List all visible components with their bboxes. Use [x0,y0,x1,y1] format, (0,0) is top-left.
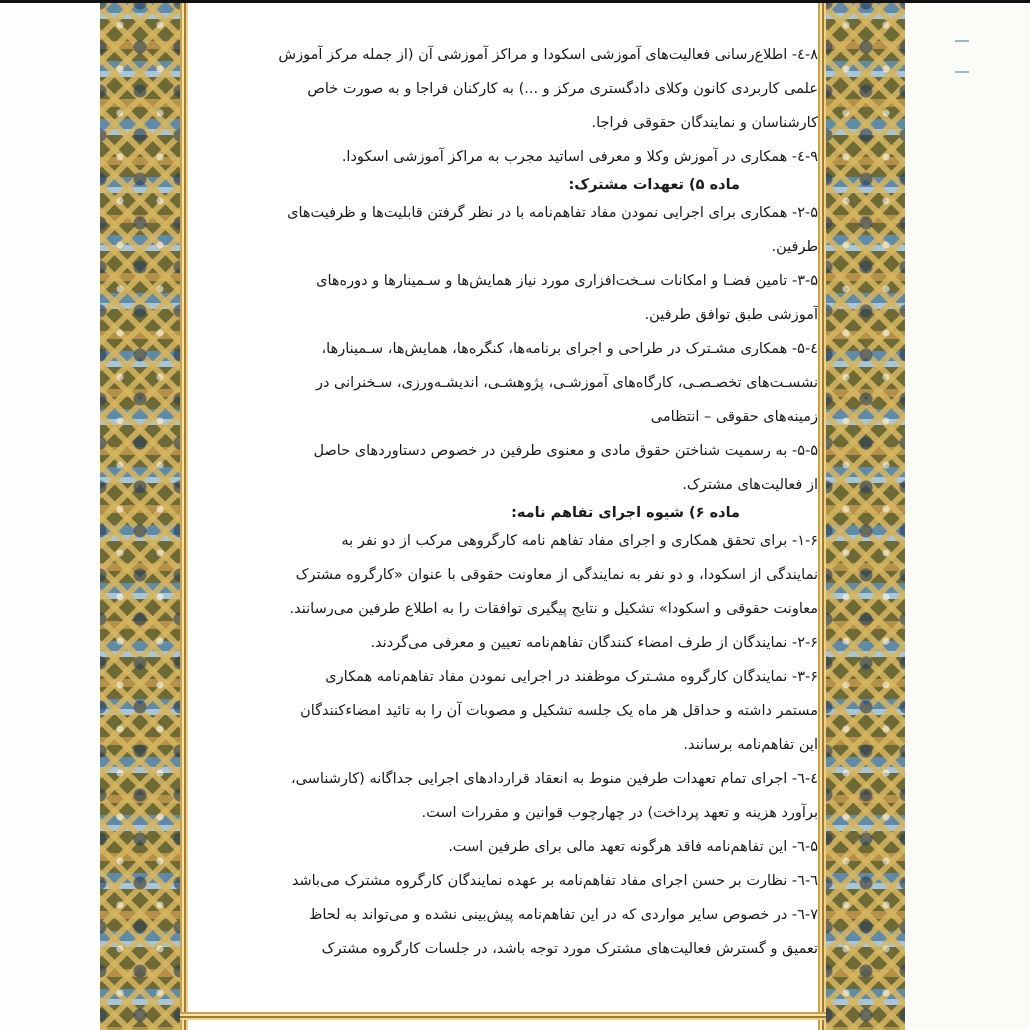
ornamental-border-right [826,3,906,1030]
gold-frame-left [180,3,188,1030]
section-heading: ماده ۶) شیوه اجرای تفاهم نامه: [511,505,740,521]
right-margin [905,3,1030,1030]
text-line: ۱-۶- برای تحقق همکاری و اجرای مفاد تفاهم نامه کارگروهی مرکب از دو نفر به [341,533,818,549]
text-line: ٤-٦- اجرای تمام تعهدات طرفین منوط به انعقاد قراردادهای اجرایی جداگانه (کارشناسی، [291,771,818,787]
text-line: مستمر داشته و حداقل هر ماه یک جلسه تشکیل و مصوبات آن را به تائید امضاءکنندگان [300,703,818,719]
text-line: تعمیق و گسترش فعالیت‌های مشترک مورد توجه باشد، در جلسات کارگروه مشترک [321,941,818,957]
gold-frame-bottom [180,1012,826,1020]
gold-frame-right [818,3,826,1030]
text-line: علمی کاربردی کانون وکلای دادگستری مرکز و ...) به کارکنان فراجا و به صورت خاص [307,81,818,97]
ornamental-border-left [100,3,180,1030]
text-line: ۷-٦- در خصوص سایر مواردی که در این تفاهم‌نامه پیش‌بینی نشده و می‌تواند به لحاظ [308,907,818,923]
margin-mark [955,71,969,73]
text-line: ۹-٤- همکاری در آموزش وکلا و معرفی اساتید مجرب به مراکز آموزشی اسکودا. [341,149,818,165]
section-heading: ماده ۵) تعهدات مشترک: [568,177,740,193]
text-line: ۲-۵- همکاری برای اجرایی نمودن مفاد تفاهم‌نامه با در نظر گرفتن قابلیت‌ها و ظرفیت‌های [287,205,818,221]
text-line: ٦-٦- نظارت بر حسن اجرای مفاد تفاهم‌نامه بر عهده نمایندگان کارگروه مشترک می‌باشد [291,873,818,889]
text-line: زمینه‌های حقوقی – انتظامی [650,409,818,425]
text-line: برآورد هزینه و تعهد پرداخت) در چهارچوب قوانین و مقررات است. [421,805,818,821]
text-line: طرفین. [771,239,818,255]
document-body [242,38,818,966]
text-line: ۳-۵- تامین فضـا و امکانات سـخت‌افزاری مورد نیاز همایش‌ها و سـمینارها و دوره‌های [316,273,818,289]
text-line: کارشناسان و نمایندگان حقوقی فراجا. [591,115,818,131]
text-line: ٤-۵- همکاری مشـترک در طراحی و اجرای برنامه‌ها، کنگره‌ها، همایش‌ها، سـمینارها، [321,341,818,357]
text-line: نمایندگی از اسکودا، و دو نفر به نمایندگی از معاونت حقوقی با عنوان «کارگروه مشترک [295,567,818,583]
margin-mark [955,40,969,42]
text-line: آموزشی طبق توافق طرفین. [644,307,818,323]
text-line: از فعالیت‌های مشترک. [682,477,818,493]
text-line: ۳-۶- نمایندگان کارگروه مشـترک موظفند در اجرایی نمودن مفاد تفاهم‌نامه همکاری [325,669,818,685]
text-line: ۵-۵- به رسمیت شناختن حقوق مادی و معنوی طرفین در خصوص دستاوردهای حاصل [313,443,818,459]
text-line: ۲-۶- نمایندگان از طرف امضاء کنندگان تفاهم‌نامه تعیین و معرفی می‌گردند. [370,635,818,651]
text-line: معاونت حقوقی و اسکودا» تشکیل و نتایج پیگیری توافقات را به اطلاع طرفین می‌رسانند. [289,601,818,617]
text-line: نشسـت‌های تخصـصـی، کارگاه‌های آموزشـی، پژوهشـی، اندیشـه‌ورزی، سـخنرانی در [315,375,818,391]
text-line: این تفاهم‌نامه برسانند. [683,737,818,753]
text-line: ۵-٦- این تفاهم‌نامه فاقد هرگونه تعهد مالی برای طرفین است. [448,839,818,855]
text-line: ۸-٤- اطلاع‌رسانی فعالیت‌های آموزشی اسکودا و مراکز آموزشی آن (از جمله مرکز آموزش [278,47,818,63]
